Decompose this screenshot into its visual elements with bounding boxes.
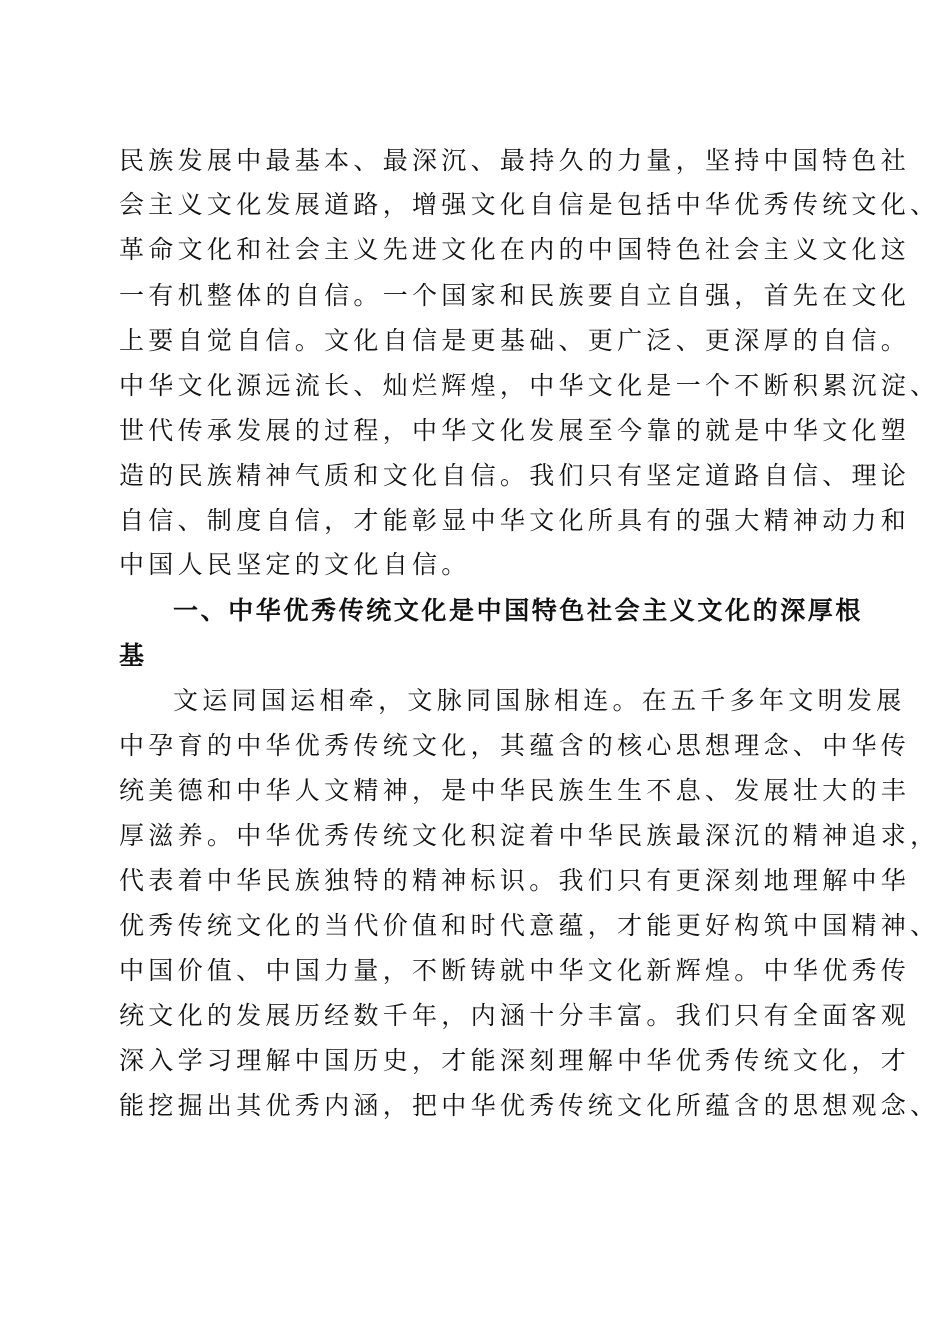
paragraph-line: 上要自觉自信。文化自信是更基础、更广泛、更深厚的自信。 [119,326,911,355]
paragraph-line: 统文化的发展历经数千年，内涵十分丰富。我们只有全面客观 [119,1001,911,1030]
paragraph-line: 会主义文化发展道路，增强文化自信是包括中华优秀传统文化、 [119,190,940,219]
paragraph-line: 世代传承发展的过程，中华文化发展至今靠的就是中华文化塑 [119,416,911,445]
paragraph-line: 一有机整体的自信。一个国家和民族要自立自强，首先在文化 [119,281,911,310]
paragraph-line: 自信、制度自信，才能彰显中华文化所具有的强大精神动力和 [119,506,911,535]
paragraph-line: 革命文化和社会主义先进文化在内的中国特色社会主义文化这 [119,235,911,264]
paragraph-line: 造的民族精神气质和文化自信。我们只有坚定道路自信、理论 [119,461,911,490]
paragraph-line: 中华文化源远流长、灿烂辉煌，中华文化是一个不断积累沉淀、 [119,371,940,400]
heading-line: 基 [119,641,147,670]
paragraph-line: 民族发展中最基本、最深沉、最持久的力量，坚持中国特色社 [119,146,911,175]
paragraph-line: 能挖掘出其优秀内涵，把中华优秀传统文化所蕴含的思想观念、 [119,1091,940,1120]
paragraph-line: 中国人民坚定的文化自信。 [119,550,471,579]
paragraph-line: 优秀传统文化的当代价值和时代意蕴，才能更好构筑中国精神、 [119,911,940,940]
paragraph-line: 文运同国运相牵，文脉同国脉相连。在五千多年文明发展 [173,686,906,715]
paragraph-line: 中国价值、中国力量，不断铸就中华文化新辉煌。中华优秀传 [119,956,911,985]
paragraph-line: 厚滋养。中华优秀传统文化积淀着中华民族最深沉的精神追求， [119,821,940,850]
paragraph-line: 中孕育的中华优秀传统文化，其蕴含的核心思想理念、中华传 [119,731,911,760]
paragraph-line: 深入学习理解中国历史，才能深刻理解中华优秀传统文化，才 [119,1046,911,1075]
paragraph-line: 代表着中华民族独特的精神标识。我们只有更深刻地理解中华 [119,866,911,895]
heading-line: 一、中华优秀传统文化是中国特色社会主义文化的深厚根 [173,596,864,625]
paragraph-line: 统美德和中华人文精神，是中华民族生生不息、发展壮大的丰 [119,776,911,805]
